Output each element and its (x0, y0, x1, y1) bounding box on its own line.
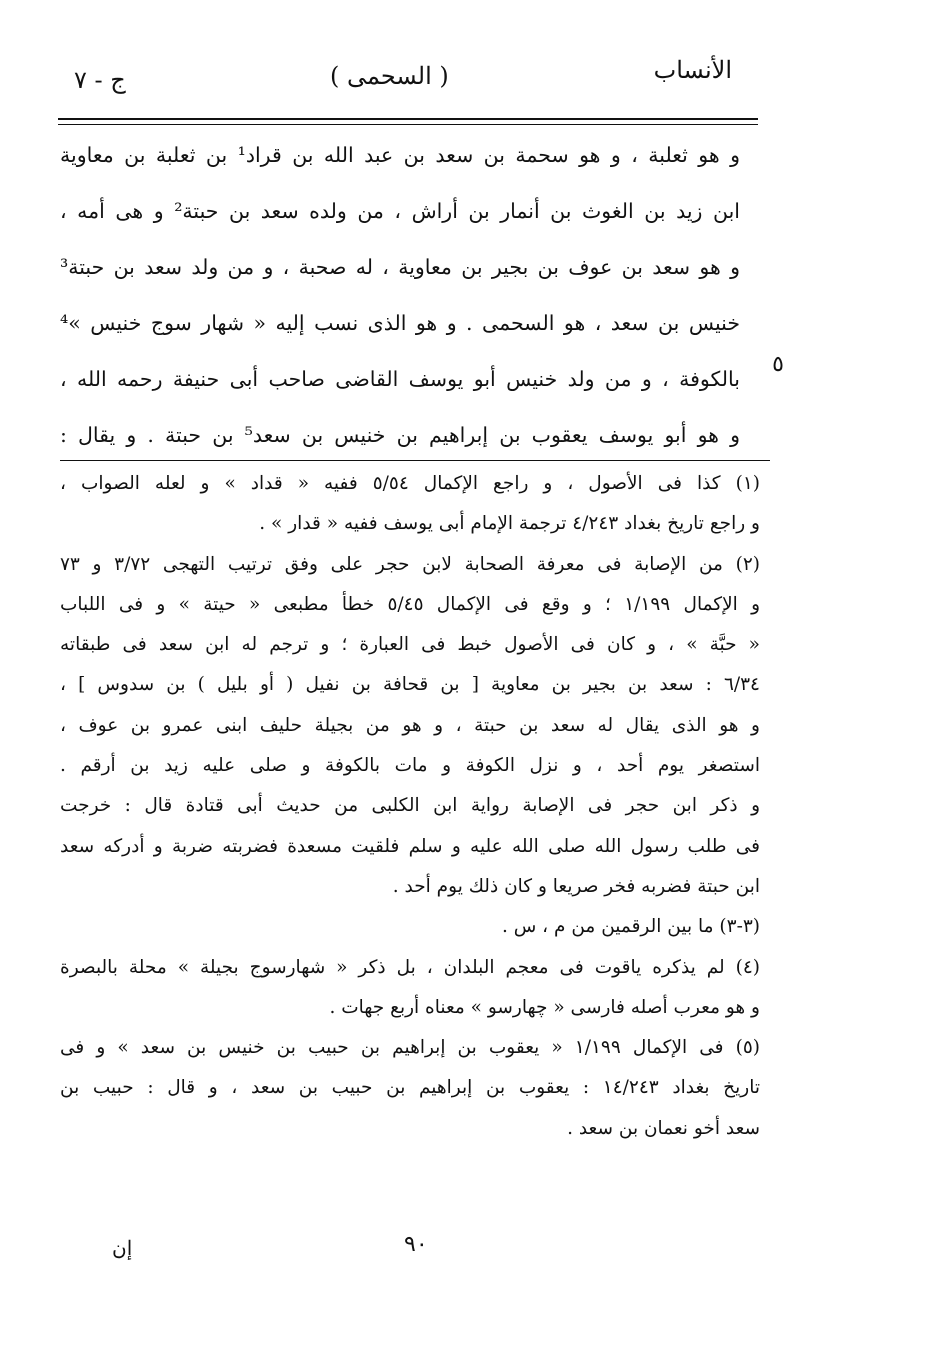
footnote-line: و الإكمال ١/١٩٩ ؛ و وقع فى الإكمال ٥/٤٥ خطأ مطبعى « حيتة » و فى اللباب (60, 593, 761, 615)
footnote-line: (٢) من الإصابة فى معرفة الصحابة لابن حجر على وفق ترتيب التهجى ٣/٧٢ و ٧٣ (60, 553, 760, 575)
footnote-line: « حبَّة » ، و كان فى الأصول خبط فى العبارة ؛ و ترجم له ابن سعد فى طبقاته (60, 634, 760, 656)
catchword: إن (112, 1236, 133, 1260)
footnote-line: و هو معرب أصله فارسى « چهارسو » معناه أربع جهات . (329, 996, 760, 1018)
text-line: و هو أبو يوسف يعقوب بن إبراهيم بن خنيس بن سعد⁵ بن حبتة . و يقال : (60, 423, 741, 447)
footnote-line: و هو الذى يقال له سعد بن حبتة ، و هو من بجيلة حليف ابنى عمرو بن عوف ، (60, 714, 760, 736)
volume-label: ج - ٧ (74, 66, 126, 94)
footnote-line: ابن حبتة فضربه فخر صريعا و كان ذلك يوم أحد . (392, 875, 760, 897)
main-text (60, 127, 740, 463)
entry-heading: ( السحمى ) (330, 62, 449, 90)
footnote-line: (٥) فى الإكمال ١/١٩٩ « يعقوب بن إبراهيم بن حبيب بن خنيس بن سعد » و فى (60, 1037, 760, 1059)
text-line: و هو ثعلبة ، و هو سحمة بن سعد بن عبد الله بن قراد¹ بن ثعلبة بن معاوية (60, 143, 740, 167)
footnote-line: استصغر يوم أحد ، و نزل الكوفة و مات بالكوفة و صلى عليه زيد بن أرقم . (60, 755, 760, 777)
header-rule (58, 118, 758, 120)
footnote-rule (60, 460, 770, 461)
text-line: و هو سعد بن عوف بن بجير بن معاوية ، له صحبة ، و من ولد سعد بن حبتة³ (60, 255, 740, 279)
footnote-line: (٣-٣) ما بين الرقمين من م ، س . (501, 916, 760, 938)
header-rule-thin (58, 124, 758, 125)
text-line: خنيس بن سعد ، هو السحمى . و هو الذى نسب إليه « شهار سوج خنيس »⁴ (60, 311, 740, 335)
footnote-line: تاريخ بغداد ١٤/٢٤٣ : يعقوب بن إبراهيم بن حبيب بن سعد ، و قال : حبيب بن (60, 1077, 760, 1099)
footnote-line: فى طلب رسول الله صلى الله عليه و سلم فلقيت مسعدة فضربته ضربة و أدركه سعد (60, 835, 760, 857)
page-number: ٩٠ (404, 1232, 428, 1257)
text-line: بالكوفة ، و من ولد خنيس أبو يوسف القاضى صاحب أبى حنيفة رحمه الله ، (60, 367, 740, 391)
footnote-line: و ذكر ابن حجر فى الإصابة رواية ابن الكلبى من حديث أبى قتادة قال : خرجت (60, 795, 760, 817)
footnote-line: و راجع تاريخ بغداد ٤/٢٤٣ ترجمة الإمام أبى يوسف ففيه « قدار » . (259, 513, 760, 535)
footnote-line: (٤) لم يذكره ياقوت فى معجم البلدان ، بل ذكر « شهارسوج بجيلة » محلة بالبصرة (60, 956, 760, 978)
footnote-line: ٦/٣٤ : سعد بن بجير بن معاوية [ بن قحافة بن نفيل ( أو بليل ) بن سدوس ] ، (60, 674, 760, 696)
footnotes (60, 464, 760, 1149)
running-title: الأنساب (653, 56, 732, 84)
text-line: ابن زيد بن الغوث بن أنمار بن أراش ، من ولده سعد بن حبتة² و هى أمه ، (60, 199, 740, 223)
footnote-line: سعد أخو نعمان بن سعد . (567, 1117, 760, 1139)
footnote-line: (١) كذا فى الأصول ، و راجع الإكمال ٥/٥٤ ففيه « قداد » و لعله الصواب ، (60, 473, 760, 494)
line-number-marker: ٥ (772, 352, 784, 377)
